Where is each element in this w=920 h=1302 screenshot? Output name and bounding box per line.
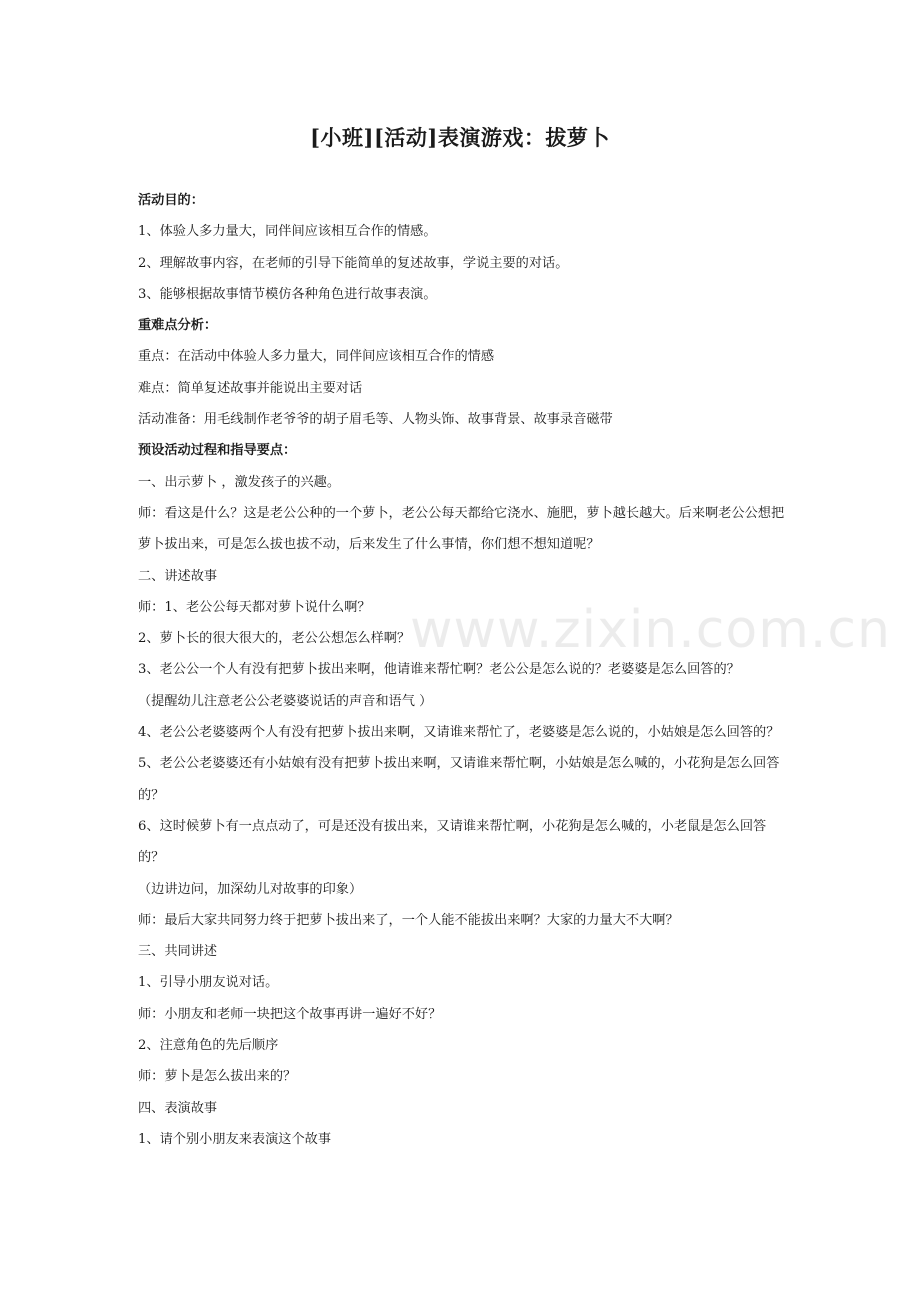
paragraph: 二、讲述故事 [138, 568, 218, 584]
paragraph: 活动准备：用毛线制作老爷爷的胡子眉毛等、人物头饰、故事背景、故事录音磁带 [138, 412, 613, 428]
paragraph: 3、能够根据故事情节模仿各种角色进行故事表演。 [138, 286, 437, 302]
paragraph: 四、表演故事 [138, 1100, 218, 1116]
paragraph: 师：看这是什么？这是老公公种的一个萝卜，老公公每天都给它浇水、施肥，萝卜越长越大。后来啊老公公想把萝卜拔出来，可是怎么拔也拔不动，后来发生了什么事情，你们想不想知道呢？ [138, 505, 785, 553]
paragraph: 三、共同讲述 [138, 944, 218, 960]
paragraph: 一、出示萝卜 ，激发孩子的兴趣。 [138, 474, 341, 490]
paragraph: （边讲边问，加深幼儿对故事的印象） [138, 881, 363, 897]
paragraph: 1、引导小朋友说对话。 [138, 975, 279, 991]
paragraph: 5、老公公老婆婆还有小姑娘有没有把萝卜拔出来啊，又请谁来帮忙啊，小姑娘是怎么喊的，小花狗是怎么回答的？ [138, 756, 780, 803]
paragraph: 2、注意角色的先后顺序 [138, 1038, 279, 1054]
paragraph: 2、萝卜长的很大很大的，老公公想怎么样啊？ [138, 631, 411, 647]
paragraph: 1、体验人多力量大，同伴间应该相互合作的情感。 [138, 224, 437, 240]
paragraph: 重点：在活动中体验人多力量大，同伴间应该相互合作的情感 [138, 349, 495, 365]
paragraph: 师：萝卜是怎么拔出来的？ [138, 1069, 297, 1085]
paragraph: 6、这时候萝卜有一点点动了，可是还没有拔出来，又请谁来帮忙啊，小花狗是怎么喊的，小老鼠是怎么回答的？ [138, 818, 767, 866]
section-heading: 重难点分析： [138, 318, 218, 334]
paragraph: 1、请个别小朋友来表演这个故事 [138, 1131, 332, 1147]
section-heading: 活动目的： [138, 193, 204, 208]
paragraph: 2、理解故事内容，在老师的引导下能简单的复述故事，学说主要的对话。 [138, 255, 569, 271]
document-title: [小班][活动]表演游戏：拔萝卜 [310, 125, 610, 150]
paragraph: 4、老公公老婆婆两个人有没有把萝卜拔出来啊，又请谁来帮忙了，老婆婆是怎么说的，小姑娘是怎么回答的？ [138, 725, 780, 741]
document-body [138, 185, 788, 1155]
section-heading: 预设活动过程和指导要点： [138, 443, 297, 459]
paragraph: 师：最后大家共同努力终于把萝卜拔出来了，一个人能不能拔出来啊？大家的力量大不大啊？ [138, 912, 679, 928]
paragraph: （提醒幼儿注意老公公老婆婆说话的声音和语气 ） [138, 693, 433, 709]
paragraph: 难点：简单复述故事并能说出主要对话 [138, 380, 363, 396]
paragraph: 3、老公公一个人有没有把萝卜拔出来啊，他请谁来帮忙啊？老公公是怎么说的？老婆婆是怎么回答的？ [138, 662, 740, 678]
watermark: www.zixin.com.cn [410, 600, 891, 660]
paragraph: 师：1、老公公每天都对萝卜说什么啊？ [138, 599, 371, 615]
paragraph: 师：小朋友和老师一块把这个故事再讲一遍好不好？ [138, 1006, 442, 1022]
